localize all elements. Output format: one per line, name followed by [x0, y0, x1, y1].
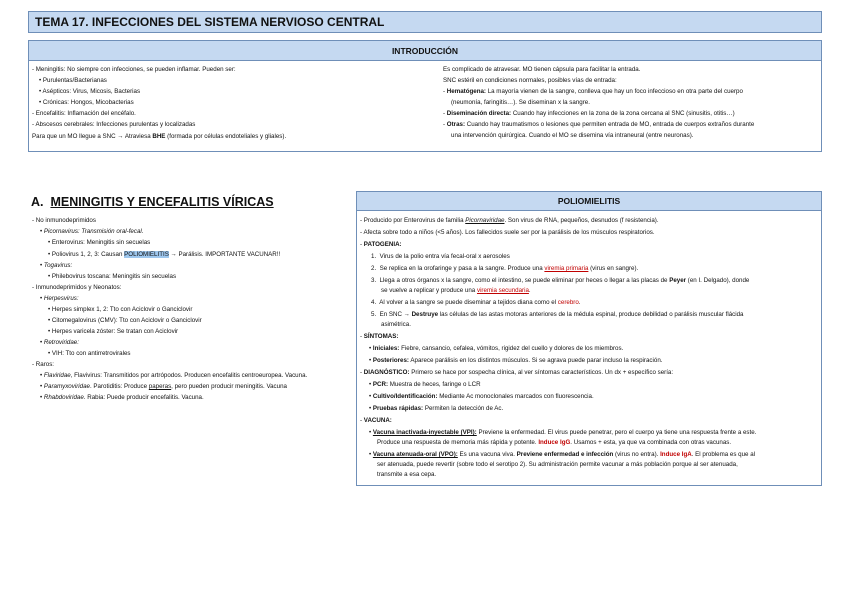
polio-line: transmite a esa cepa. — [377, 471, 437, 478]
polio-line: 1. Virus de la polio entra vía fecal-oral x aerosoles — [371, 253, 510, 260]
polio-subheading: VACUNA: — [363, 417, 392, 424]
list-item-text: Rhabdoviridae — [43, 394, 84, 401]
polio-red-text: Induce IgG — [538, 439, 571, 446]
intro-right-text: La mayoría vienen de la sangre, conlleva que hay un foco infeccioso en otra parte del cuerpo — [485, 88, 743, 95]
list-item-text: Raros: — [35, 361, 55, 368]
list-item-text: Picornavirus: Transmisión oral-fecal. — [43, 228, 144, 235]
list-item-text: , Flavivirus: Transmitidos por artrópodos. Producen encefalitis centroeuropea. Vacuna. — [70, 372, 308, 379]
polio-text: (virus no entra). — [613, 451, 661, 458]
polio-red-text: Induce IgA — [660, 451, 692, 458]
polio-line: 4. Al volver a la sangre se puede diseminar a tejidos diana como el cerebro. — [371, 299, 581, 306]
polio-text: se vuelve a replicar y produce una — [381, 287, 477, 294]
polio-text: . Son virus de RNA, pequeños, desnudos (f resistencia). — [504, 217, 659, 224]
list-item-text: VIH: Tto con antirretrovirales — [51, 350, 131, 357]
list-item-text: Paramyxoviridae — [43, 383, 90, 390]
intro-right-line: una intervención quirúrgica. Cuando el MO se disemina vía intraneural (entre neuronas). — [451, 132, 694, 139]
intro-term: Hematógena: — [446, 88, 486, 95]
polio-text: . — [528, 287, 531, 294]
polio-text: Aparece parálisis en los distintos músculos. Si se agrava puede parar incluso la respiración. — [409, 357, 663, 364]
polio-text: las células de las astas motoras anteriores de la médula espinal, produce debilidad o parálisis muscular flácida — [438, 311, 744, 318]
list-item-text: Flaviridae — [43, 372, 71, 379]
section-title-text: MENINGITIS Y ENCEFALITIS VÍRICAS — [50, 195, 274, 209]
page-title: TEMA 17. INFECCIONES DEL SISTEMA NERVIOSO CENTRAL — [35, 15, 385, 29]
list-item-text: . Parotiditis: Produce — [89, 383, 149, 390]
polio-line: - VACUNA: — [360, 417, 392, 424]
intro-box — [28, 40, 822, 152]
polio-line: • Pruebas rápidas: Permiten la detección de Ac. — [369, 405, 504, 412]
intro-left-text: Encefalitis: Inflamación del encéfalo. — [35, 110, 136, 117]
polio-text: Afecta sobre todo a niños (<5 años). Los fallecidos suele ser por la parálisis de los músculos respiratorios. — [363, 229, 655, 236]
section-a-title — [31, 195, 274, 209]
polio-text: Iniciales: — [372, 345, 400, 352]
polio-line: - PATOGENIA: — [360, 241, 402, 248]
polio-text: Posteriores: — [372, 357, 409, 364]
page-title-bar — [28, 11, 822, 33]
list-item: - No inmunodeprimidos — [32, 217, 96, 224]
list-item-text: Herpesvirus: — [43, 295, 79, 302]
polio-line: • Vacuna inactivada-inyectable (VPI): Previene la enfermedad. El virus puede penetrar, pero el cuerpo ya tiene una respuesta frente a este. — [369, 429, 757, 436]
list-item: • VIH: Tto con antirretrovirales — [48, 350, 131, 357]
polio-line: • Cultivo/Identificación: Mediante Ac monoclonales marcados con fluorescencia. — [369, 393, 594, 400]
polio-text: Peyer — [669, 277, 687, 284]
list-item-text: Herpes simplex 1, 2: Tto con Aciclovir o Ganciclovir — [51, 306, 193, 313]
list-item: • Herpesvirus: — [40, 295, 79, 302]
list-item: • Rhabdoviridae. Rabia: Puede producir encefalitis. Vacuna. — [40, 394, 204, 401]
intro-left-line: - Meningitis: No siempre con infecciones, se pueden inflamar. Pueden ser: — [32, 66, 236, 73]
polio-subheading: DIAGNÓSTICO: — [363, 369, 410, 376]
list-item-text: Togavirus: — [43, 262, 73, 269]
list-item: • Paramyxoviridae. Parotiditis: Produce paperas, pero pueden producir meningitis. Vacuna — [40, 383, 287, 390]
list-item-text: , pero pueden producir meningitis. Vacuna — [171, 383, 287, 390]
intro-left-line: • Crónicas: Hongos, Micobacterias — [39, 99, 134, 106]
list-item: • Retroviridae: — [40, 339, 79, 346]
list-item-text: Poliovirus 1, 2, 3: Causan — [51, 251, 125, 258]
polio-text: Previene la enfermedad. El virus puede penetrar, pero el cuerpo ya tiene una respuesta frente a este. — [476, 429, 757, 436]
list-item: • Picornavirus: Transmisión oral-fecal. — [40, 228, 144, 235]
list-item-text: → Parálisis. IMPORTANTE VACUNAR!! — [168, 251, 281, 258]
intro-left-line: • Asépticos: Virus, Micosis, Bacterias — [39, 88, 141, 95]
polio-text: Llega a otros órganos x la sangre, como el intestino, se puede eliminar por heces o llegar a las placas de — [379, 277, 670, 284]
polio-line: - SÍNTOMAS: — [360, 333, 399, 340]
polio-text: Mediante Ac monoclonales marcados con fluorescencia. — [437, 393, 594, 400]
polio-red-text: cerebro — [557, 299, 579, 306]
polio-red-text: viremia secundaria — [476, 287, 529, 294]
polio-text: Destruye — [411, 311, 439, 318]
polio-text: Permiten la detección de Ac. — [423, 405, 504, 412]
polio-text: Al volver a la sangre se puede diseminar a tejidos diana como el — [379, 299, 558, 306]
list-item: - Inmunodeprimidos y Neonatos: — [32, 284, 122, 291]
intro-left-text: Abscesos cerebrales: Infecciones purulentas y localizadas — [35, 121, 196, 128]
polio-text: (virus en sangre). — [588, 265, 639, 272]
polio-line: - Producido por Enterovirus de familia Picornaviridae. Son virus de RNA, pequeños, desnudos (f resistencia). — [360, 217, 659, 224]
polio-text: Primero se hace por sospecha clínica, al ver síntomas característicos. Un dx + específico sería: — [409, 369, 674, 376]
polio-line — [377, 439, 731, 446]
polio-text: Produce una respuesta de memoria más rápida y potente. — [377, 439, 539, 446]
polio-line: ser atenuada, puede revertir (sobre todo el serotipo 2). Su administración permite vacunar a más población porque al ser atenuada, — [377, 461, 738, 468]
section-letter: A. — [31, 195, 44, 209]
polio-text: Picornaviridae — [465, 217, 505, 224]
polio-line: 3. Llega a otros órganos x la sangre, como el intestino, se puede eliminar por heces o llegar a las placas de Peyer (en I. Delgado), donde — [371, 277, 750, 284]
intro-right-line: Es complicado de atravesar. MO tienen cápsula para facilitar la entrada. — [443, 66, 641, 73]
polio-line: 5. En SNC → Destruye las células de las astas motoras anteriores de la médula espinal, produce debilidad o parálisis muscular flácida — [371, 311, 744, 318]
intro-left-text: Meningitis: No siempre con infecciones, se pueden inflamar. Pueden ser: — [35, 66, 236, 73]
polio-text: En SNC → — [379, 311, 412, 318]
intro-left-line — [32, 133, 286, 140]
polio-subheading: PATOGENIA: — [363, 241, 402, 248]
polio-red-text: viremia primaria — [544, 265, 589, 272]
list-item-text: Herpes varicela zóster: Se tratan con Aciclovir — [51, 328, 179, 335]
polio-line: • Iniciales: Fiebre, cansancio, cefalea, vómitos, rigidez del cuello y dolores de los miembros. — [369, 345, 624, 352]
polio-text: Vacuna atenuada-oral (VPO): — [372, 451, 458, 458]
intro-right-item: - Diseminación directa: Cuando hay infecciones en la zona de la zona cercana al SNC (sinusitis, otitis…) — [443, 110, 735, 117]
polio-text: Pruebas rápidas: — [372, 405, 424, 412]
polio-line: • PCR: Muestra de heces, faringe o LCR — [369, 381, 481, 388]
polio-line: • Vacuna atenuada-oral (VPO): Es una vacuna viva. Previene enfermedad e infección (virus no entra). Induce IgA. El problema es que al — [369, 451, 756, 458]
polio-text: Es una vacuna viva. — [457, 451, 517, 458]
polio-line: - Afecta sobre todo a niños (<5 años). Los fallecidos suele ser por la parálisis de los músculos respiratorios. — [360, 229, 655, 236]
polio-text: Cultivo/Identificación: — [372, 393, 438, 400]
intro-left-text: Crónicas: Hongos, Micobacterias — [42, 99, 134, 106]
intro-right-text: Cuando hay infecciones en la zona de la zona cercana al SNC (sinusitis, otitis…) — [511, 110, 735, 117]
polio-line — [381, 287, 531, 294]
list-item-text: Citomegalovirus (CMV): Tto con Aciclovir o Ganciclovir — [51, 317, 202, 324]
polio-line: • Posteriores: Aparece parálisis en los distintos músculos. Si se agrava puede parar incluso la respiración. — [369, 357, 663, 364]
list-item: • Philebovirus toscana: Meningitis sin secuelas — [48, 273, 177, 280]
polio-text: Producido por Enterovirus de familia — [363, 217, 466, 224]
polio-text: Virus de la polio entra vía fecal-oral x aerosoles — [379, 253, 510, 260]
list-item: • Herpes varicela zóster: Se tratan con Aciclovir — [48, 328, 179, 335]
intro-right-text: Cuando hay traumatismos o lesiones que permiten entrada de MO, entrada de cuerpos extraños durante — [465, 121, 755, 128]
intro-left-text: Para que un MO llegue a SNC → Atraviesa — [32, 133, 153, 140]
polio-text: Previene enfermedad e infección — [516, 451, 614, 458]
list-item: • Citomegalovirus (CMV): Tto con Aciclovir o Ganciclovir — [48, 317, 202, 324]
polio-text: . El problema es que al — [691, 451, 756, 458]
list-item-text: No inmunodeprimidos — [35, 217, 96, 224]
polio-text: Se replica en la orofaringe y pasa a la sangre. Produce una — [379, 265, 545, 272]
polio-line: asimétrica. — [381, 321, 411, 328]
polio-text: (en I. Delgado), donde — [686, 277, 750, 284]
polio-text: Vacuna inactivada-inyectable (VPI): — [372, 429, 477, 436]
polio-text: . Usamos + esta, ya que va combinada con otras vacunas. — [570, 439, 732, 446]
polio-text: . — [578, 299, 581, 306]
intro-left-line: • Purulentas/Bacterianas — [39, 77, 107, 84]
list-item-text: Inmunodeprimidos y Neonatos: — [35, 284, 122, 291]
intro-right-item: - Hematógena: La mayoría vienen de la sangre, conlleva que hay un foco infeccioso en otra parte del cuerpo — [443, 88, 743, 95]
poliomielitis-header: POLIOMIELITIS — [357, 192, 821, 211]
intro-left-line: - Encefalitis: Inflamación del encéfalo. — [32, 110, 136, 117]
list-item: • Herpes simplex 1, 2: Tto con Aciclovir o Ganciclovir — [48, 306, 193, 313]
list-item: • Flaviridae, Flavivirus: Transmitidos por artrópodos. Producen encefalitis centroeuropea. Vacuna. — [40, 372, 308, 379]
list-item: • Enterovirus: Meningitis sin secuelas — [48, 239, 151, 246]
list-item-text: Retroviridae: — [43, 339, 79, 346]
intro-left-text: Asépticos: Virus, Micosis, Bacterias — [42, 88, 141, 95]
polio-text: PCR: — [372, 381, 389, 388]
polio-text: Fiebre, cansancio, cefalea, vómitos, rigidez del cuello y dolores de los miembros. — [399, 345, 624, 352]
polio-line: 2. Se replica en la orofaringe y pasa a la sangre. Produce una viremia primaria (virus en sangre). — [371, 265, 639, 272]
polio-text: Muestra de heces, faringe o LCR — [388, 381, 481, 388]
poliomielitis-box — [356, 191, 822, 486]
list-item-text: paperas — [148, 383, 172, 390]
intro-right-line: (neumonía, faringitis…). Se diseminan x la sangre. — [451, 99, 590, 106]
polio-subheading: SÍNTOMAS: — [363, 333, 399, 340]
list-item: • Poliovirus 1, 2, 3: Causan POLIOMIELITIS → Parálisis. IMPORTANTE VACUNAR!! — [48, 251, 281, 258]
intro-term: Otras: — [446, 121, 466, 128]
list-item-text: . Rabia: Puede producir encefalitis. Vacuna. — [83, 394, 204, 401]
intro-left-text: Purulentas/Bacterianas — [42, 77, 107, 84]
list-item: • Togavirus: — [40, 262, 73, 269]
intro-header: INTRODUCCIÓN — [29, 41, 821, 61]
intro-left-line: - Abscesos cerebrales: Infecciones purulentas y localizadas — [32, 121, 196, 128]
intro-left-text: (formada por células endoteliales y gliales). — [165, 133, 287, 140]
highlight-poliomielitis: POLIOMIELITIS — [124, 251, 169, 258]
intro-right-line: SNC estéril en condiciones normales, posibles vías de entrada: — [443, 77, 617, 84]
intro-term: Diseminación directa: — [446, 110, 512, 117]
intro-right-item: - Otras: Cuando hay traumatismos o lesiones que permiten entrada de MO, entrada de cuerpos extraños durante — [443, 121, 755, 128]
list-item-text: Enterovirus: Meningitis sin secuelas — [51, 239, 151, 246]
list-item-text: Philebovirus toscana: Meningitis sin secuelas — [51, 273, 177, 280]
list-item: - Raros: — [32, 361, 55, 368]
polio-line: - DIAGNÓSTICO: Primero se hace por sospecha clínica, al ver síntomas característicos. Un dx + específico sería: — [360, 369, 674, 376]
intro-left-bold: BHE — [152, 133, 166, 140]
